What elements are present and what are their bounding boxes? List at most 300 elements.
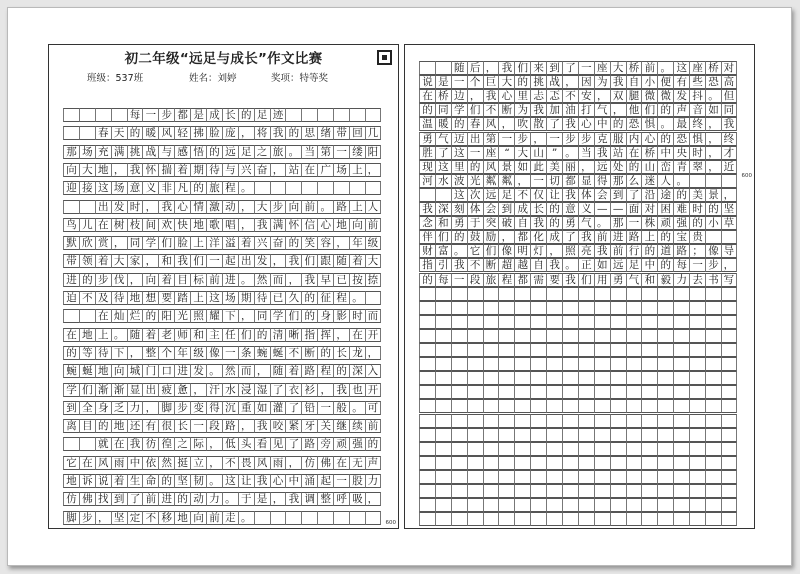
grid-cell: 的 bbox=[301, 309, 317, 323]
grid-cell: 程 bbox=[498, 273, 514, 287]
grid-cell: 随 bbox=[333, 254, 349, 268]
grid-cell bbox=[530, 442, 546, 456]
grid-cell: 道 bbox=[657, 244, 673, 258]
grid-cell: 对 bbox=[721, 61, 737, 75]
grid-cell: 奋 bbox=[254, 163, 270, 177]
grid-cell: 灌 bbox=[270, 401, 286, 415]
grid-cell bbox=[705, 371, 721, 385]
grid-cell: 前 bbox=[365, 419, 381, 433]
grid-cell bbox=[530, 301, 546, 315]
left-page bbox=[48, 44, 399, 529]
grid-cell: 的 bbox=[254, 328, 270, 342]
grid-cell: 大 bbox=[365, 254, 381, 268]
grid-cell bbox=[721, 512, 737, 526]
grid-cell: 向 bbox=[190, 511, 206, 525]
grid-cell: ， bbox=[365, 492, 381, 506]
grid-cell: 终 bbox=[721, 132, 737, 146]
grid-cell bbox=[562, 470, 578, 484]
grid-cell bbox=[365, 291, 381, 305]
grid-cell bbox=[419, 301, 435, 315]
grid-cell bbox=[467, 301, 483, 315]
grid-cell: 涌 bbox=[301, 474, 317, 488]
grid-cell: 指 bbox=[301, 328, 317, 342]
grid-row bbox=[419, 428, 737, 442]
grid-cell: 进 bbox=[222, 273, 238, 287]
grid-cell: 踏 bbox=[174, 291, 190, 305]
grid-cell: 级 bbox=[365, 236, 381, 250]
grid-cell bbox=[467, 442, 483, 456]
grid-cell: 我 bbox=[610, 75, 626, 89]
grid-cell: 自 bbox=[626, 75, 642, 89]
grid-cell bbox=[498, 428, 514, 442]
grid-cell: 然 bbox=[158, 456, 174, 470]
grid-cell: 远 bbox=[610, 258, 626, 272]
left-page-number: 600 bbox=[385, 520, 396, 526]
grid-cell bbox=[498, 414, 514, 428]
grid-cell: 那 bbox=[63, 145, 79, 159]
grid-cell: 的 bbox=[610, 117, 626, 131]
grid-cell: 。 bbox=[562, 258, 578, 272]
grid-cell bbox=[594, 357, 610, 371]
grid-cell: 动 bbox=[190, 492, 206, 506]
grid-cell bbox=[435, 484, 451, 498]
grid-cell: 步 bbox=[705, 258, 721, 272]
grid-cell bbox=[705, 357, 721, 371]
grid-cell: 牙 bbox=[301, 419, 317, 433]
grid-cell bbox=[562, 456, 578, 470]
grid-cell bbox=[657, 371, 673, 385]
grid-cell: 站 bbox=[610, 146, 626, 160]
grid-cell: 的 bbox=[419, 103, 435, 117]
grid-cell: 树 bbox=[111, 218, 127, 232]
grid-cell: 而 bbox=[365, 309, 381, 323]
grid-cell bbox=[721, 428, 737, 442]
grid-cell: 富 bbox=[435, 244, 451, 258]
grid-cell: 年 bbox=[349, 236, 365, 250]
grid-cell: 情 bbox=[190, 200, 206, 214]
grid-cell bbox=[705, 470, 721, 484]
grid-cell: 徨 bbox=[158, 437, 174, 451]
grid-cell: 非 bbox=[158, 181, 174, 195]
grid-cell bbox=[594, 456, 610, 470]
grid-cell: 而 bbox=[238, 364, 254, 378]
grid-cell: 老 bbox=[158, 328, 174, 342]
grid-cell: — bbox=[610, 202, 626, 216]
grid-cell: 的 bbox=[546, 202, 562, 216]
grid-cell: 在 bbox=[95, 218, 111, 232]
grid-cell: 。 bbox=[657, 61, 673, 75]
grid-cell: 我 bbox=[419, 202, 435, 216]
grid-cell: 在 bbox=[333, 456, 349, 470]
grid-cell: 蜿 bbox=[254, 346, 270, 360]
grid-cell: 战 bbox=[546, 75, 562, 89]
grid-row bbox=[419, 174, 737, 188]
grid-cell bbox=[483, 456, 499, 470]
grid-cell: 恐 bbox=[673, 132, 689, 146]
qr-square-icon bbox=[377, 50, 392, 65]
grid-cell bbox=[657, 428, 673, 442]
grid-cell: 。 bbox=[285, 145, 301, 159]
grid-cell: 自 bbox=[514, 216, 530, 230]
grid-cell bbox=[498, 287, 514, 301]
grid-cell: 地 bbox=[174, 511, 190, 525]
grid-cell: 有 bbox=[142, 419, 158, 433]
grid-cell: 然 bbox=[254, 273, 270, 287]
grid-cell bbox=[562, 399, 578, 413]
grid-cell: 去 bbox=[689, 273, 705, 287]
grid-cell: 待 bbox=[111, 291, 127, 305]
grid-cell: 的 bbox=[419, 273, 435, 287]
grid-cell: 照 bbox=[562, 244, 578, 258]
grid-cell bbox=[721, 399, 737, 413]
grid-cell: 座 bbox=[594, 61, 610, 75]
grid-cell: “ bbox=[498, 146, 514, 160]
grid-cell: 疲 bbox=[158, 383, 174, 397]
grid-cell: 而 bbox=[270, 273, 286, 287]
grid-cell: 克 bbox=[594, 132, 610, 146]
grid-cell bbox=[689, 512, 705, 526]
grid-cell: 立 bbox=[190, 456, 206, 470]
grid-cell bbox=[721, 385, 737, 399]
grid-cell: 我 bbox=[530, 103, 546, 117]
grid-cell bbox=[435, 498, 451, 512]
grid-cell: 步 bbox=[174, 401, 190, 415]
grid-cell bbox=[610, 414, 626, 428]
grid-cell bbox=[530, 357, 546, 371]
grid-cell: 主 bbox=[206, 328, 222, 342]
grid-cell: 们 bbox=[158, 236, 174, 250]
grid-cell: 待 bbox=[206, 163, 222, 177]
grid-cell bbox=[419, 414, 435, 428]
grid-cell: 这 bbox=[206, 291, 222, 305]
grid-cell bbox=[721, 301, 737, 315]
grid-cell: 枝 bbox=[127, 218, 143, 232]
grid-cell: 桥 bbox=[435, 89, 451, 103]
grid-row bbox=[419, 216, 737, 230]
grid-cell: 一 bbox=[333, 145, 349, 159]
grid-cell: 如 bbox=[514, 160, 530, 174]
grid-cell bbox=[530, 371, 546, 385]
grid-cell: ， bbox=[238, 419, 254, 433]
name-info bbox=[189, 70, 237, 84]
grid-cell: 的 bbox=[657, 230, 673, 244]
grid-cell bbox=[546, 470, 562, 484]
grid-cell: ， bbox=[705, 132, 721, 146]
grid-cell: 气 bbox=[435, 132, 451, 146]
grid-cell bbox=[673, 385, 689, 399]
grid-cell: 风 bbox=[95, 456, 111, 470]
grid-cell bbox=[673, 512, 689, 526]
grid-cell bbox=[594, 428, 610, 442]
grid-cell: 体 bbox=[467, 202, 483, 216]
grid-cell: ， bbox=[142, 200, 158, 214]
grid-cell: 生 bbox=[127, 474, 143, 488]
class-value: 537班 bbox=[115, 73, 144, 84]
grid-cell: 了 bbox=[270, 383, 286, 397]
grid-cell bbox=[594, 329, 610, 343]
grid-cell: 草 bbox=[721, 216, 737, 230]
grid-cell bbox=[301, 181, 317, 195]
grid-cell: 吸 bbox=[349, 492, 365, 506]
grid-cell bbox=[546, 512, 562, 526]
grid-cell: 说 bbox=[95, 474, 111, 488]
grid-cell bbox=[673, 329, 689, 343]
grid-cell: 的 bbox=[127, 126, 143, 140]
grid-cell: 光 bbox=[174, 309, 190, 323]
grid-cell: 征 bbox=[317, 291, 333, 305]
grid-cell: 条 bbox=[238, 346, 254, 360]
grid-cell bbox=[419, 343, 435, 357]
grid-cell: 的 bbox=[174, 492, 190, 506]
grid-cell: 着 bbox=[285, 364, 301, 378]
grid-cell: 但 bbox=[721, 89, 737, 103]
grid-cell: 顽 bbox=[657, 216, 673, 230]
grid-cell bbox=[514, 343, 530, 357]
grid-cell: 我 bbox=[127, 163, 143, 177]
grid-cell bbox=[641, 428, 657, 442]
grid-cell: 心 bbox=[270, 474, 286, 488]
grid-cell bbox=[333, 181, 349, 195]
grid-cell: 我 bbox=[254, 218, 270, 232]
grid-cell: 到 bbox=[498, 202, 514, 216]
grid-cell: 庞 bbox=[222, 126, 238, 140]
grid-cell bbox=[626, 428, 642, 442]
grid-cell: 蜒 bbox=[79, 364, 95, 378]
grid-cell: 长 bbox=[174, 419, 190, 433]
grid-cell bbox=[626, 414, 642, 428]
grid-cell bbox=[467, 512, 483, 526]
grid-cell: 的 bbox=[626, 160, 642, 174]
grid-cell bbox=[419, 357, 435, 371]
grid-cell: 体 bbox=[578, 188, 594, 202]
grid-cell: 心 bbox=[641, 132, 657, 146]
grid-row bbox=[419, 456, 737, 470]
grid-cell: 的 bbox=[641, 244, 657, 258]
grid-cell: 阳 bbox=[365, 145, 381, 159]
grid-cell: 命 bbox=[142, 474, 158, 488]
grid-cell: ， bbox=[127, 273, 143, 287]
grid-cell bbox=[610, 512, 626, 526]
grid-cell bbox=[530, 456, 546, 470]
grid-cell: 脸 bbox=[174, 236, 190, 250]
grid-cell: 吹 bbox=[514, 117, 530, 131]
grid-cell: 破 bbox=[498, 216, 514, 230]
grid-cell: 拂 bbox=[190, 126, 206, 140]
grid-cell bbox=[467, 329, 483, 343]
grid-cell: 我 bbox=[285, 254, 301, 268]
grid-cell: 勇 bbox=[451, 216, 467, 230]
grid-cell: 也 bbox=[349, 383, 365, 397]
grid-cell: 的 bbox=[95, 419, 111, 433]
grid-cell: 他 bbox=[626, 103, 642, 117]
grid-cell bbox=[514, 357, 530, 371]
grid-cell bbox=[673, 484, 689, 498]
grid-cell: 让 bbox=[238, 474, 254, 488]
grid-cell: 惫 bbox=[174, 383, 190, 397]
grid-cell: 不 bbox=[514, 188, 530, 202]
grid-cell: 腿 bbox=[626, 89, 642, 103]
grid-cell: 广 bbox=[317, 163, 333, 177]
grid-cell: 前 bbox=[365, 218, 381, 232]
grid-cell: 春 bbox=[95, 126, 111, 140]
grid-cell: 们 bbox=[238, 328, 254, 342]
grid-cell bbox=[254, 181, 270, 195]
grid-cell: 长 bbox=[222, 108, 238, 122]
grid-cell: 不 bbox=[562, 89, 578, 103]
grid-cell: 脚 bbox=[63, 511, 79, 525]
grid-cell: 的 bbox=[546, 216, 562, 230]
grid-cell bbox=[705, 287, 721, 301]
grid-cell bbox=[626, 442, 642, 456]
grid-cell: 路 bbox=[301, 437, 317, 451]
grid-cell: 开 bbox=[365, 383, 381, 397]
grid-cell: 打 bbox=[578, 103, 594, 117]
grid-cell: 随 bbox=[127, 328, 143, 342]
grid-row bbox=[419, 343, 737, 357]
grid-cell bbox=[657, 498, 673, 512]
grid-cell bbox=[594, 287, 610, 301]
grid-cell bbox=[514, 315, 530, 329]
grid-row bbox=[419, 89, 737, 103]
grid-cell bbox=[451, 371, 467, 385]
grid-row bbox=[419, 442, 737, 456]
grid-cell bbox=[626, 512, 642, 526]
grid-cell: 赏 bbox=[95, 236, 111, 250]
grid-row bbox=[63, 437, 381, 451]
grid-cell bbox=[79, 437, 95, 451]
grid-cell: 接 bbox=[79, 181, 95, 195]
grid-cell bbox=[673, 470, 689, 484]
grid-cell: 学 bbox=[142, 236, 158, 250]
grid-cell: 起 bbox=[222, 254, 238, 268]
grid-cell: 地 bbox=[79, 328, 95, 342]
grid-cell bbox=[594, 399, 610, 413]
grid-cell: 的 bbox=[206, 145, 222, 159]
grid-cell: 入 bbox=[365, 364, 381, 378]
grid-cell: 伴 bbox=[419, 230, 435, 244]
grid-cell: ， bbox=[594, 89, 610, 103]
grid-cell: 着 bbox=[174, 163, 190, 177]
grid-cell bbox=[562, 301, 578, 315]
grid-cell bbox=[562, 484, 578, 498]
grid-cell bbox=[721, 174, 737, 188]
grid-cell bbox=[451, 456, 467, 470]
grid-cell: 佛 bbox=[317, 456, 333, 470]
grid-cell: 的 bbox=[467, 160, 483, 174]
grid-cell bbox=[562, 498, 578, 512]
grid-cell: 同 bbox=[721, 103, 737, 117]
grid-cell: 诉 bbox=[79, 474, 95, 488]
grid-cell bbox=[578, 315, 594, 329]
grid-cell: 轻 bbox=[174, 126, 190, 140]
grid-cell bbox=[483, 470, 499, 484]
grid-cell bbox=[610, 484, 626, 498]
grid-cell: 下 bbox=[111, 346, 127, 360]
grid-cell: 欢 bbox=[158, 218, 174, 232]
grid-cell: 着 bbox=[238, 236, 254, 250]
grid-cell: 会 bbox=[594, 188, 610, 202]
grid-cell: 信 bbox=[301, 218, 317, 232]
grid-cell: 近 bbox=[721, 160, 737, 174]
grid-cell: 阳 bbox=[158, 309, 174, 323]
grid-cell bbox=[594, 498, 610, 512]
grid-cell bbox=[498, 470, 514, 484]
grid-cell: 旁 bbox=[317, 437, 333, 451]
grid-cell: 的 bbox=[238, 108, 254, 122]
grid-cell: ， bbox=[498, 117, 514, 131]
grid-cell: 心 bbox=[578, 117, 594, 131]
grid-cell bbox=[721, 414, 737, 428]
name-label: 姓名： bbox=[189, 73, 218, 84]
grid-cell bbox=[498, 357, 514, 371]
grid-cell bbox=[79, 108, 95, 122]
grid-cell bbox=[562, 315, 578, 329]
grid-cell: 还 bbox=[127, 419, 143, 433]
grid-cell: 远 bbox=[594, 160, 610, 174]
grid-cell: 出 bbox=[467, 132, 483, 146]
grid-cell bbox=[546, 301, 562, 315]
grid-cell: 我 bbox=[483, 89, 499, 103]
grid-cell: 伐 bbox=[111, 273, 127, 287]
grid-cell bbox=[657, 399, 673, 413]
grid-cell bbox=[689, 470, 705, 484]
grid-cell: 河 bbox=[419, 174, 435, 188]
grid-cell bbox=[419, 399, 435, 413]
grid-cell bbox=[689, 371, 705, 385]
grid-cell bbox=[626, 301, 642, 315]
grid-row bbox=[419, 371, 737, 385]
grid-cell: 着 bbox=[158, 273, 174, 287]
grid-cell: 待 bbox=[95, 346, 111, 360]
grid-cell bbox=[498, 399, 514, 413]
grid-cell: 。 bbox=[451, 244, 467, 258]
grid-cell: 晰 bbox=[285, 328, 301, 342]
grid-cell bbox=[546, 442, 562, 456]
grid-cell: ， bbox=[705, 146, 721, 160]
grid-row bbox=[63, 236, 381, 250]
grid-cell: 几 bbox=[365, 126, 381, 140]
grid-cell bbox=[546, 371, 562, 385]
grid-cell: 久 bbox=[285, 291, 301, 305]
grid-cell: 亮 bbox=[578, 244, 594, 258]
grid-cell bbox=[435, 329, 451, 343]
grid-cell bbox=[435, 357, 451, 371]
grid-cell: 每 bbox=[673, 258, 689, 272]
grid-cell: 出 bbox=[95, 200, 111, 214]
grid-cell bbox=[498, 442, 514, 456]
grid-cell: 照 bbox=[190, 309, 206, 323]
grid-cell bbox=[578, 385, 594, 399]
grid-cell bbox=[270, 511, 286, 525]
grid-cell: 第 bbox=[317, 145, 333, 159]
grid-row bbox=[63, 108, 381, 122]
grid-cell: 想 bbox=[142, 291, 158, 305]
grid-cell: 灿 bbox=[111, 309, 127, 323]
grid-cell bbox=[721, 470, 737, 484]
grid-cell bbox=[673, 414, 689, 428]
grid-cell bbox=[483, 357, 499, 371]
grid-cell bbox=[530, 343, 546, 357]
grid-cell: 们 bbox=[578, 273, 594, 287]
grid-cell bbox=[689, 385, 705, 399]
grid-cell: 仿 bbox=[63, 492, 79, 506]
grid-cell bbox=[514, 301, 530, 315]
grid-cell bbox=[467, 498, 483, 512]
grid-cell bbox=[79, 126, 95, 140]
grid-cell bbox=[673, 371, 689, 385]
grid-cell: 程 bbox=[222, 181, 238, 195]
grid-cell: ， bbox=[514, 174, 530, 188]
